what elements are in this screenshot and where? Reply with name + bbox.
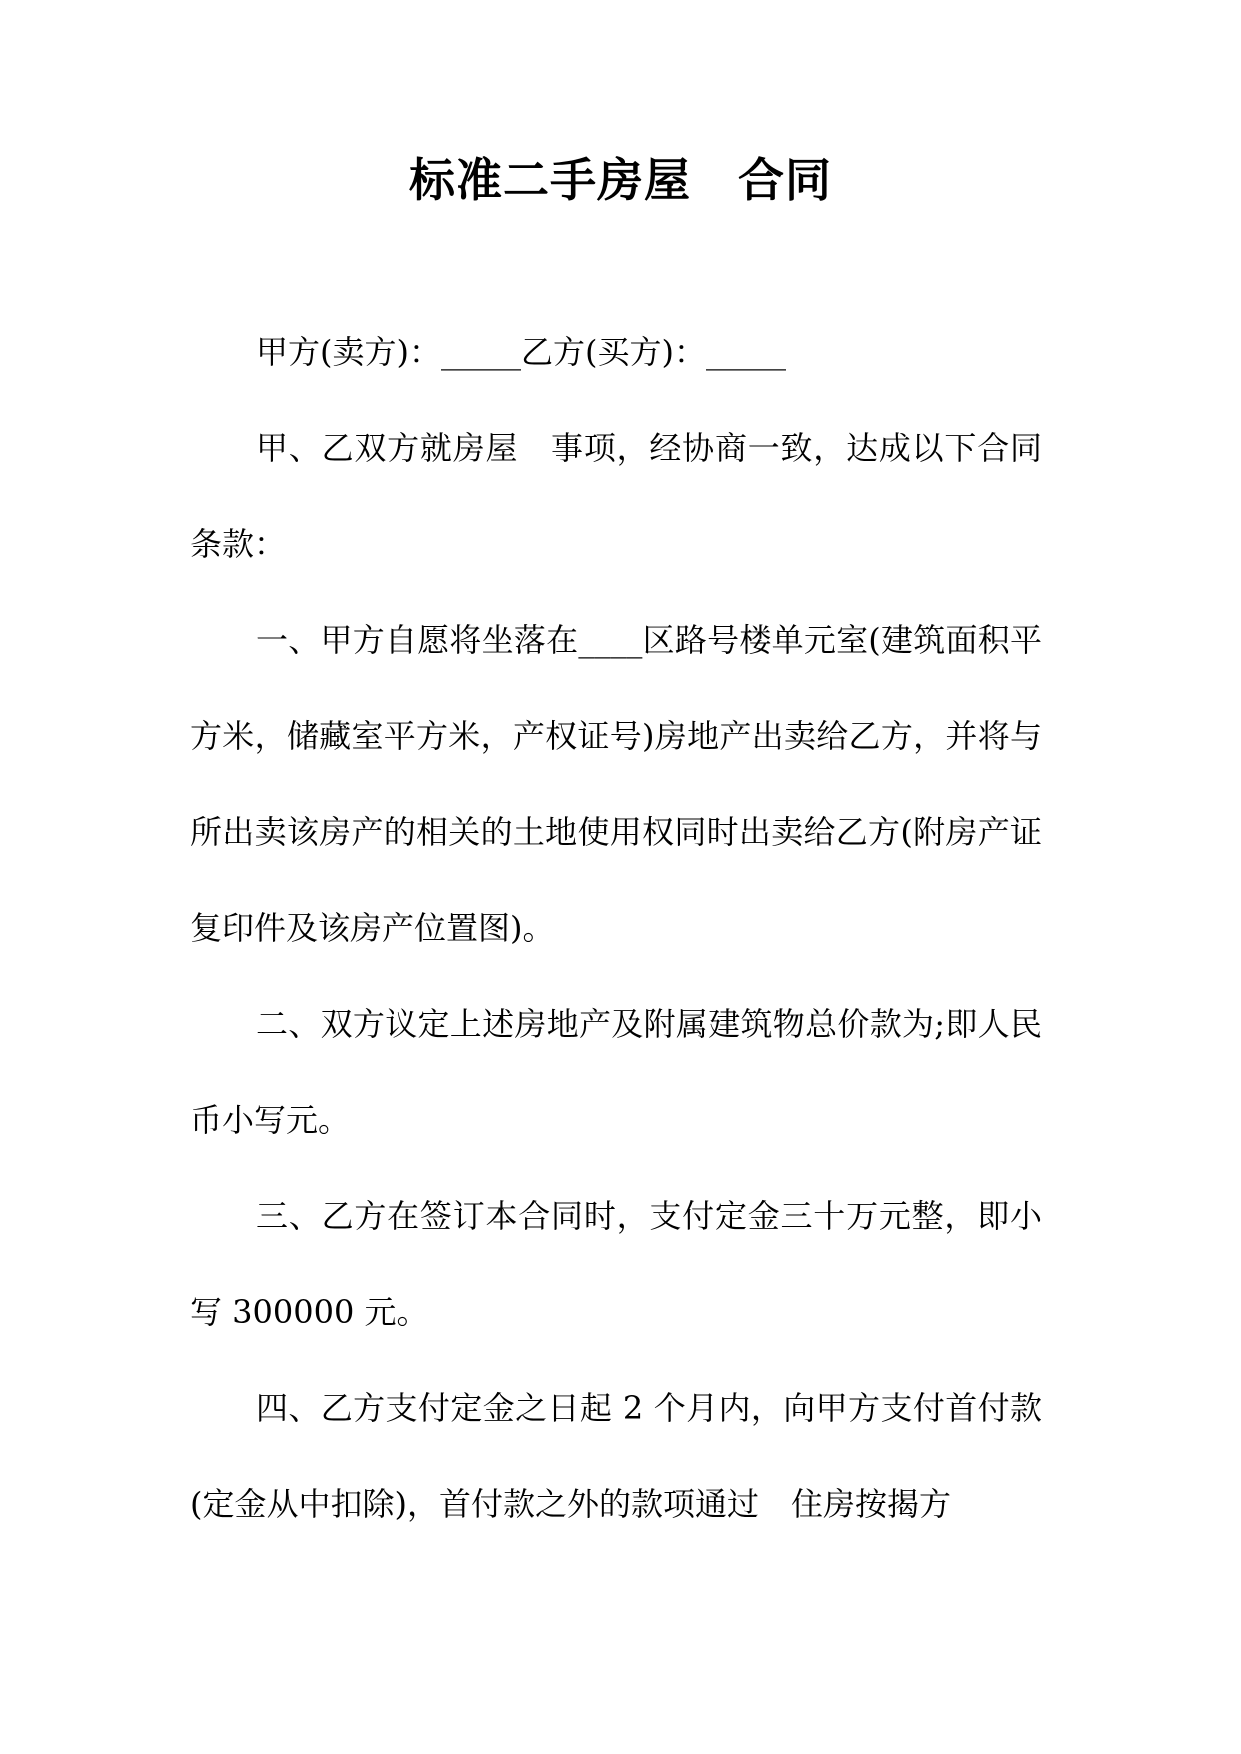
clause-3-paragraph: 三、乙方在签订本合同时，支付定金三十万元整，即小写 300000 元。 [190,1197,1042,1331]
party-line: 甲方(卖方)：_____乙方(买方)：_____ [256,333,786,371]
clause-4-paragraph: 四、乙方支付定金之日起 2 个月内，向甲方支付首付款(定金从中扣除)，首付款之外的款项通过 住房按揭方 [190,1389,1042,1523]
preamble-paragraph: 甲、乙双方就房屋 事项，经协商一致，达成以下合同条款： [190,429,1042,563]
clause-1-paragraph: 一、甲方自愿将坐落在____区路号楼单元室(建筑面积平方米，储藏室平方米，产权证号)房地产出卖给乙方，并将与所出卖该房产的相关的土地使用权同时出卖给乙方(附房产证复印件及该房产位置图)。 [190,621,1042,947]
clause-2-paragraph: 二、双方议定上述房地产及附属建筑物总价款为;即人民币小写元。 [190,1005,1042,1139]
document-title: 标准二手房屋 合同 [409,153,832,207]
document-body [190,304,1042,1552]
